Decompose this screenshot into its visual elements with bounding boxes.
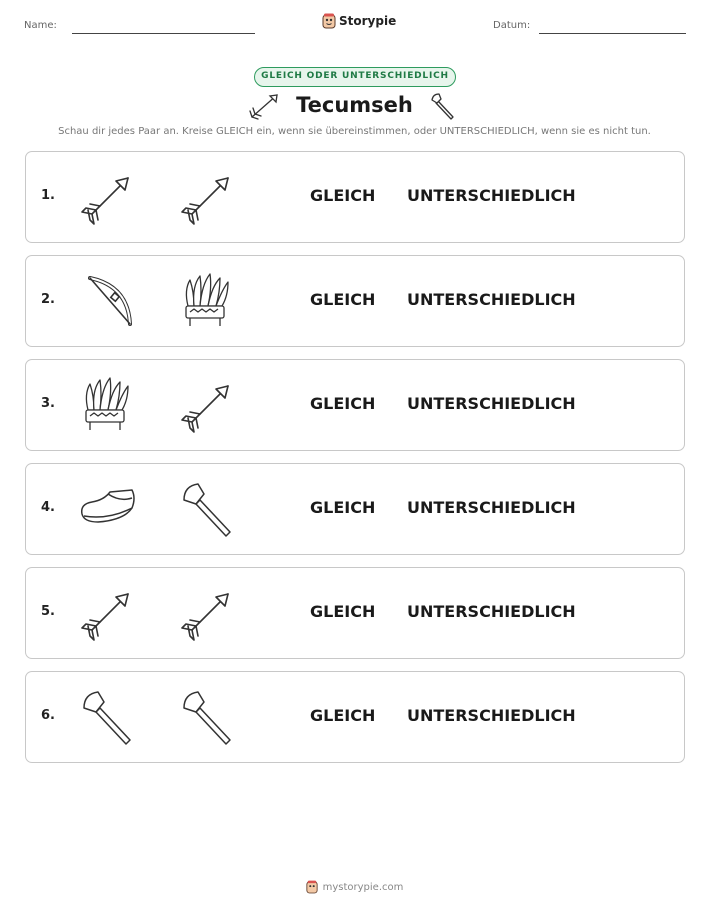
page-title: Tecumseh bbox=[296, 93, 413, 117]
arrow-icon bbox=[178, 376, 238, 434]
arrow-icon bbox=[178, 584, 238, 642]
axe-icon bbox=[78, 688, 138, 746]
name-label: Name: bbox=[24, 20, 57, 31]
row-number: 6. bbox=[41, 708, 55, 723]
option-different[interactable]: UNTERSCHIEDLICH bbox=[407, 186, 576, 205]
row-number: 2. bbox=[41, 292, 55, 307]
axe-icon bbox=[178, 480, 238, 538]
arrow-icon bbox=[178, 168, 238, 226]
footer bbox=[0, 880, 709, 894]
option-different[interactable]: UNTERSCHIEDLICH bbox=[407, 394, 576, 413]
date-label: Datum: bbox=[493, 20, 531, 31]
exercise-row bbox=[25, 151, 685, 243]
option-different[interactable]: UNTERSCHIEDLICH bbox=[407, 602, 576, 621]
exercise-row bbox=[25, 671, 685, 763]
option-same[interactable]: GLEICH bbox=[310, 186, 376, 205]
row-number: 4. bbox=[41, 500, 55, 515]
option-same[interactable]: GLEICH bbox=[310, 394, 376, 413]
footer-url: mystorypie.com bbox=[322, 881, 404, 893]
axe-icon bbox=[178, 688, 238, 746]
axe-icon bbox=[428, 91, 458, 121]
date-input-line[interactable] bbox=[539, 33, 686, 34]
option-different[interactable]: UNTERSCHIEDLICH bbox=[407, 706, 576, 725]
exercise-row bbox=[25, 359, 685, 451]
logo-text: Storypie bbox=[339, 14, 397, 28]
row-number: 1. bbox=[41, 188, 55, 203]
arrow-icon bbox=[78, 168, 138, 226]
arrow-icon bbox=[78, 584, 138, 642]
exercise-row bbox=[25, 463, 685, 555]
option-same[interactable]: GLEICH bbox=[310, 498, 376, 517]
option-different[interactable]: UNTERSCHIEDLICH bbox=[407, 290, 576, 309]
option-same[interactable]: GLEICH bbox=[310, 602, 376, 621]
row-number: 3. bbox=[41, 396, 55, 411]
exercise-row bbox=[25, 255, 685, 347]
name-input-line[interactable] bbox=[72, 33, 255, 34]
option-same[interactable]: GLEICH bbox=[310, 706, 376, 725]
option-different[interactable]: UNTERSCHIEDLICH bbox=[407, 498, 576, 517]
storypie-mascot-icon bbox=[306, 880, 318, 894]
headdress-icon bbox=[178, 272, 238, 330]
worksheet-type-badge: GLEICH ODER UNTERSCHIEDLICH bbox=[254, 67, 456, 87]
option-same[interactable]: GLEICH bbox=[310, 290, 376, 309]
moccasin-icon bbox=[78, 480, 138, 538]
headdress-icon bbox=[78, 376, 138, 434]
row-number: 5. bbox=[41, 604, 55, 619]
storypie-logo bbox=[322, 13, 396, 29]
exercise-row bbox=[25, 567, 685, 659]
bow-icon bbox=[78, 272, 138, 330]
instructions: Schau dir jedes Paar an. Kreise GLEICH ein, wenn sie übereinstimmen, oder UNTERSCHIEDLICH, wenn sie es nicht tun. bbox=[58, 126, 651, 137]
storypie-mascot-icon bbox=[322, 13, 336, 29]
